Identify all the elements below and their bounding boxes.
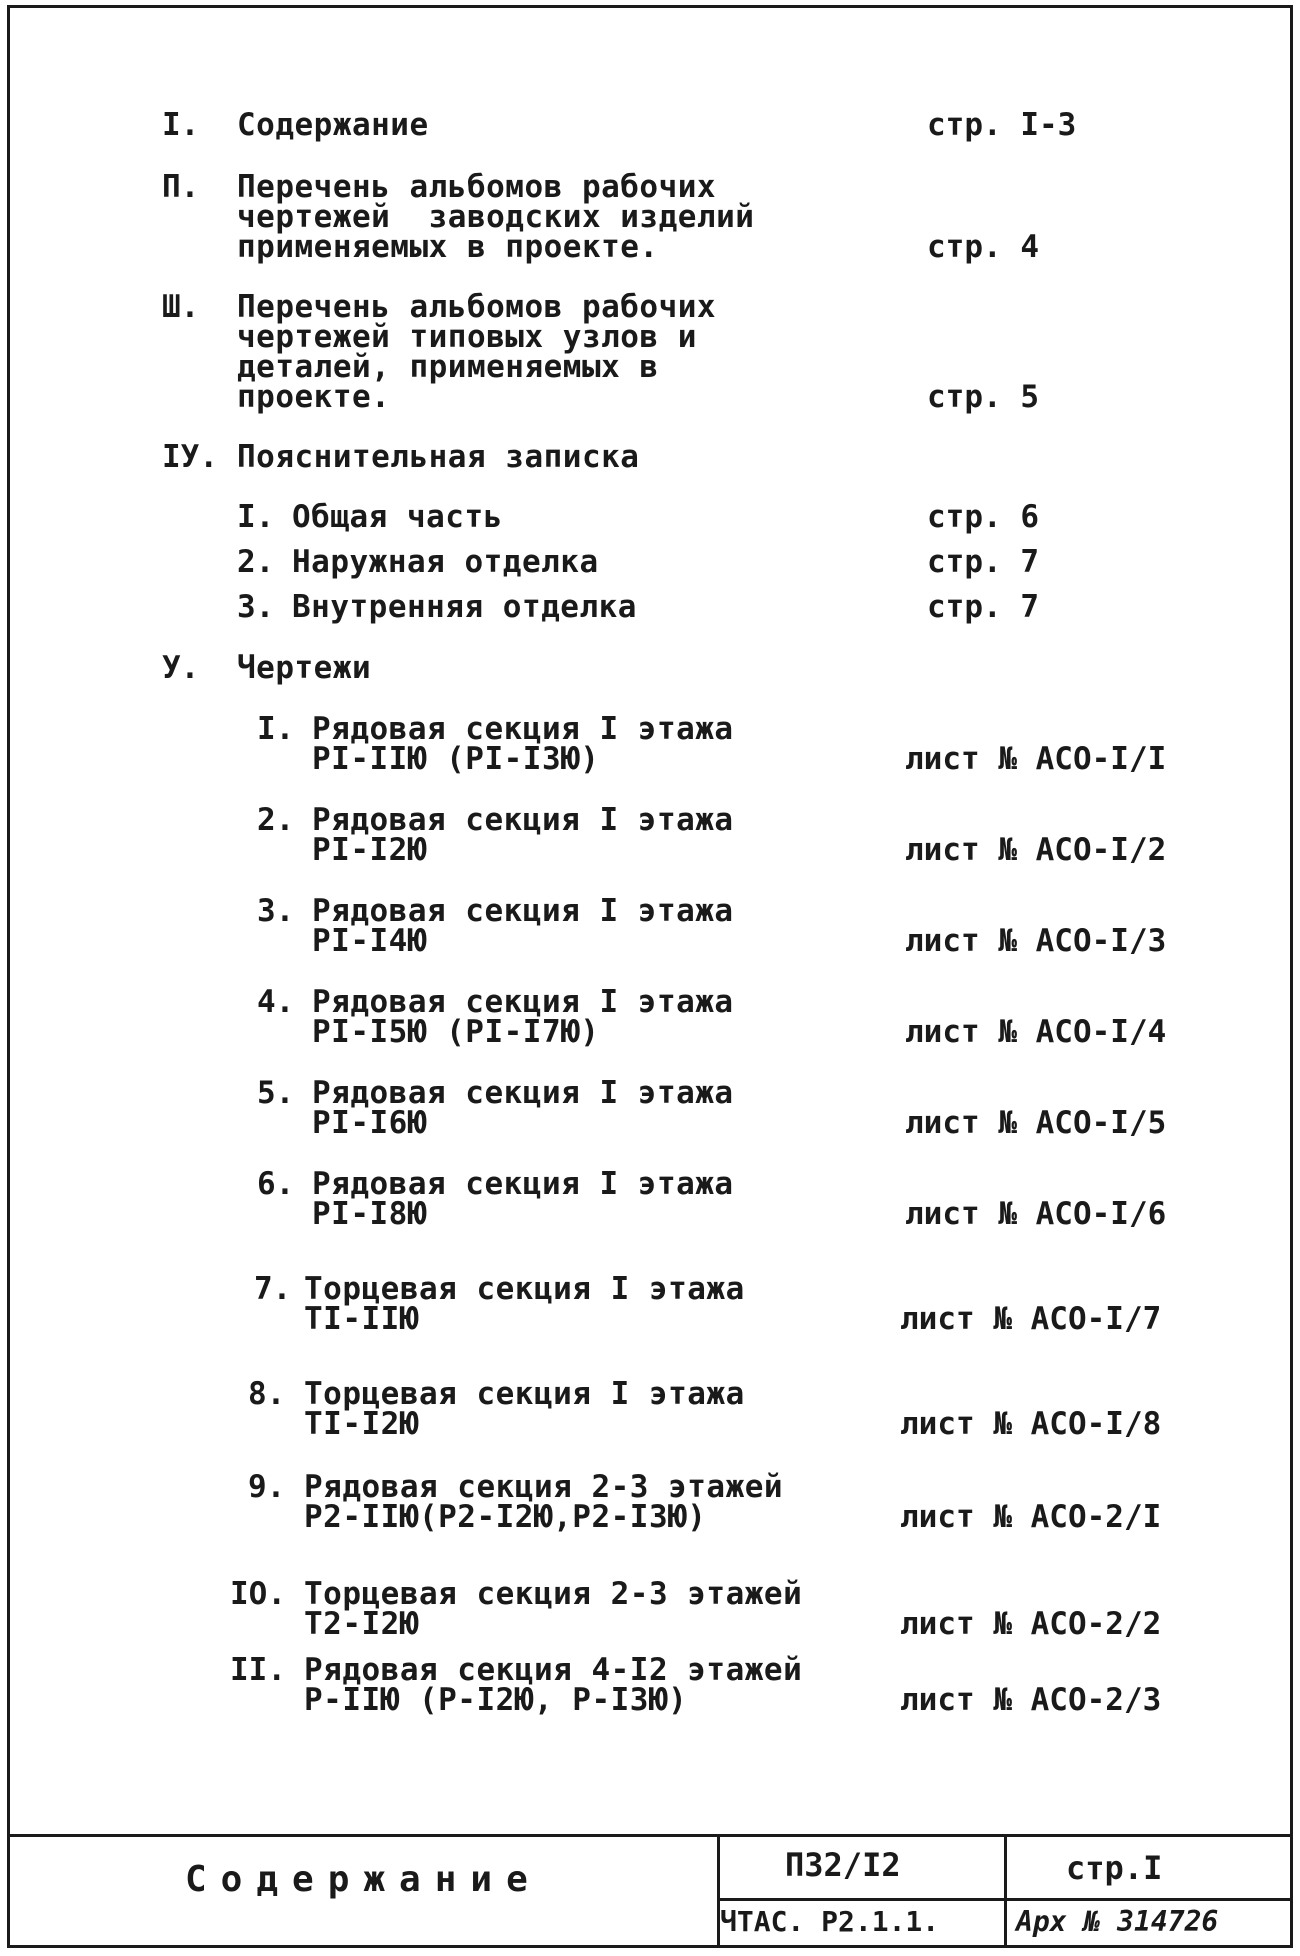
- stamp-footer-right: Арх № 314726: [1016, 1905, 1219, 1938]
- stamp-code: П32/I2: [785, 1846, 901, 1884]
- drawing-title: Рядовая секция I этажа: [312, 984, 734, 1020]
- drawing-sheet: лист № АСО-I/8: [900, 1406, 1162, 1442]
- section-page: стр. I-3: [927, 107, 1077, 143]
- note-label: Наружная отделка: [292, 544, 599, 580]
- drawing-sheet: лист № АСО-I/4: [905, 1014, 1167, 1050]
- drawing-title: Рядовая секция I этажа: [312, 1075, 734, 1111]
- stamp-title: Содержание: [185, 1859, 542, 1900]
- drawing-code: P2-IIЮ(P2-I2Ю,P2-I3Ю): [304, 1499, 707, 1535]
- drawing-sheet: лист № АСО-I/7: [900, 1301, 1162, 1337]
- drawing-title: Торцевая секция 2-3 этажей: [304, 1576, 803, 1612]
- drawing-title: Рядовая секция I этажа: [312, 893, 734, 929]
- note-label: Внутренняя отделка: [292, 589, 637, 625]
- drawing-number: IO.: [230, 1576, 286, 1612]
- section-title: Чертежи: [237, 650, 372, 686]
- section-title-line: Перечень альбомов рабочих: [237, 289, 717, 325]
- stamp-footer-left: ЧТАС. Р2.1.1.: [720, 1905, 940, 1938]
- drawing-code: PI-I6Ю: [312, 1105, 427, 1141]
- stamp-divider: [717, 1898, 1293, 1901]
- drawing-sheet: лист № АСО-I/I: [905, 741, 1167, 777]
- drawing-number: 9.: [248, 1469, 286, 1505]
- note-label: Общая часть: [292, 499, 503, 535]
- drawing-code: PI-I8Ю: [312, 1196, 427, 1232]
- drawing-number: 2.: [257, 802, 295, 838]
- drawing-number: I.: [257, 711, 295, 747]
- drawing-number: 7.: [254, 1271, 292, 1307]
- section-title: Содержание: [237, 107, 429, 143]
- stamp-page: стр.I: [1066, 1849, 1163, 1887]
- drawing-code: PI-I2Ю: [312, 832, 427, 868]
- drawing-title: Торцевая секция I этажа: [304, 1271, 745, 1307]
- drawing-sheet: лист № АСО-I/6: [905, 1196, 1167, 1232]
- drawing-code: T2-I2Ю: [304, 1606, 419, 1642]
- drawing-number: 4.: [257, 984, 295, 1020]
- note-number: I.: [237, 499, 275, 535]
- note-page: стр. 6: [927, 499, 1039, 535]
- section-page: стр. 5: [927, 379, 1039, 415]
- drawing-sheet: лист № АСО-I/3: [905, 923, 1167, 959]
- drawing-title: Рядовая секция 2-3 этажей: [304, 1469, 784, 1505]
- drawing-sheet: лист № АСО-I/5: [905, 1105, 1167, 1141]
- drawing-title: Рядовая секция I этажа: [312, 711, 734, 747]
- drawing-number: 6.: [257, 1166, 295, 1202]
- section-title-line: деталей, применяемых в: [237, 349, 659, 385]
- drawing-sheet: лист № АСО-2/3: [900, 1682, 1162, 1718]
- section-number: У.: [162, 650, 200, 686]
- drawing-code: TI-IIЮ: [304, 1301, 419, 1337]
- section-number: IУ.: [162, 439, 218, 475]
- drawing-number: 3.: [257, 893, 295, 929]
- section-page: стр. 4: [927, 229, 1039, 265]
- note-page: стр. 7: [927, 544, 1039, 580]
- drawing-code: PI-I5Ю (PI-I7Ю): [312, 1014, 600, 1050]
- drawing-code: P-IIЮ (P-I2Ю, P-I3Ю): [304, 1682, 688, 1718]
- drawing-number: 5.: [257, 1075, 295, 1111]
- drawing-code: TI-I2Ю: [304, 1406, 419, 1442]
- stamp-border-top: [7, 1834, 1293, 1837]
- note-number: 3.: [237, 589, 275, 625]
- stamp-divider: [1004, 1834, 1007, 1948]
- drawing-number: II.: [230, 1652, 286, 1688]
- section-title-line: чертежей заводских изделий: [237, 199, 755, 235]
- drawing-title: Рядовая секция I этажа: [312, 802, 734, 838]
- section-title-line: Перечень альбомов рабочих: [237, 169, 717, 205]
- drawing-title: Рядовая секция 4-I2 этажей: [304, 1652, 803, 1688]
- section-title-line: чертежей типовых узлов и: [237, 319, 697, 355]
- drawing-code: PI-IIЮ (PI-I3Ю): [312, 741, 600, 777]
- drawing-code: PI-I4Ю: [312, 923, 427, 959]
- section-number: П.: [162, 169, 200, 205]
- drawing-title: Рядовая секция I этажа: [312, 1166, 734, 1202]
- section-title-line: проекте.: [237, 379, 391, 415]
- drawing-sheet: лист № АСО-2/I: [900, 1499, 1162, 1535]
- section-title-line: применяемых в проекте.: [237, 229, 659, 265]
- drawing-title: Торцевая секция I этажа: [304, 1376, 745, 1412]
- drawing-sheet: лист № АСО-I/2: [905, 832, 1167, 868]
- drawing-number: 8.: [248, 1376, 286, 1412]
- note-page: стр. 7: [927, 589, 1039, 625]
- note-number: 2.: [237, 544, 275, 580]
- drawing-sheet: лист № АСО-2/2: [900, 1606, 1162, 1642]
- section-title: Пояснительная записка: [237, 439, 640, 475]
- section-number: Ш.: [162, 289, 200, 325]
- section-number: I.: [162, 107, 200, 143]
